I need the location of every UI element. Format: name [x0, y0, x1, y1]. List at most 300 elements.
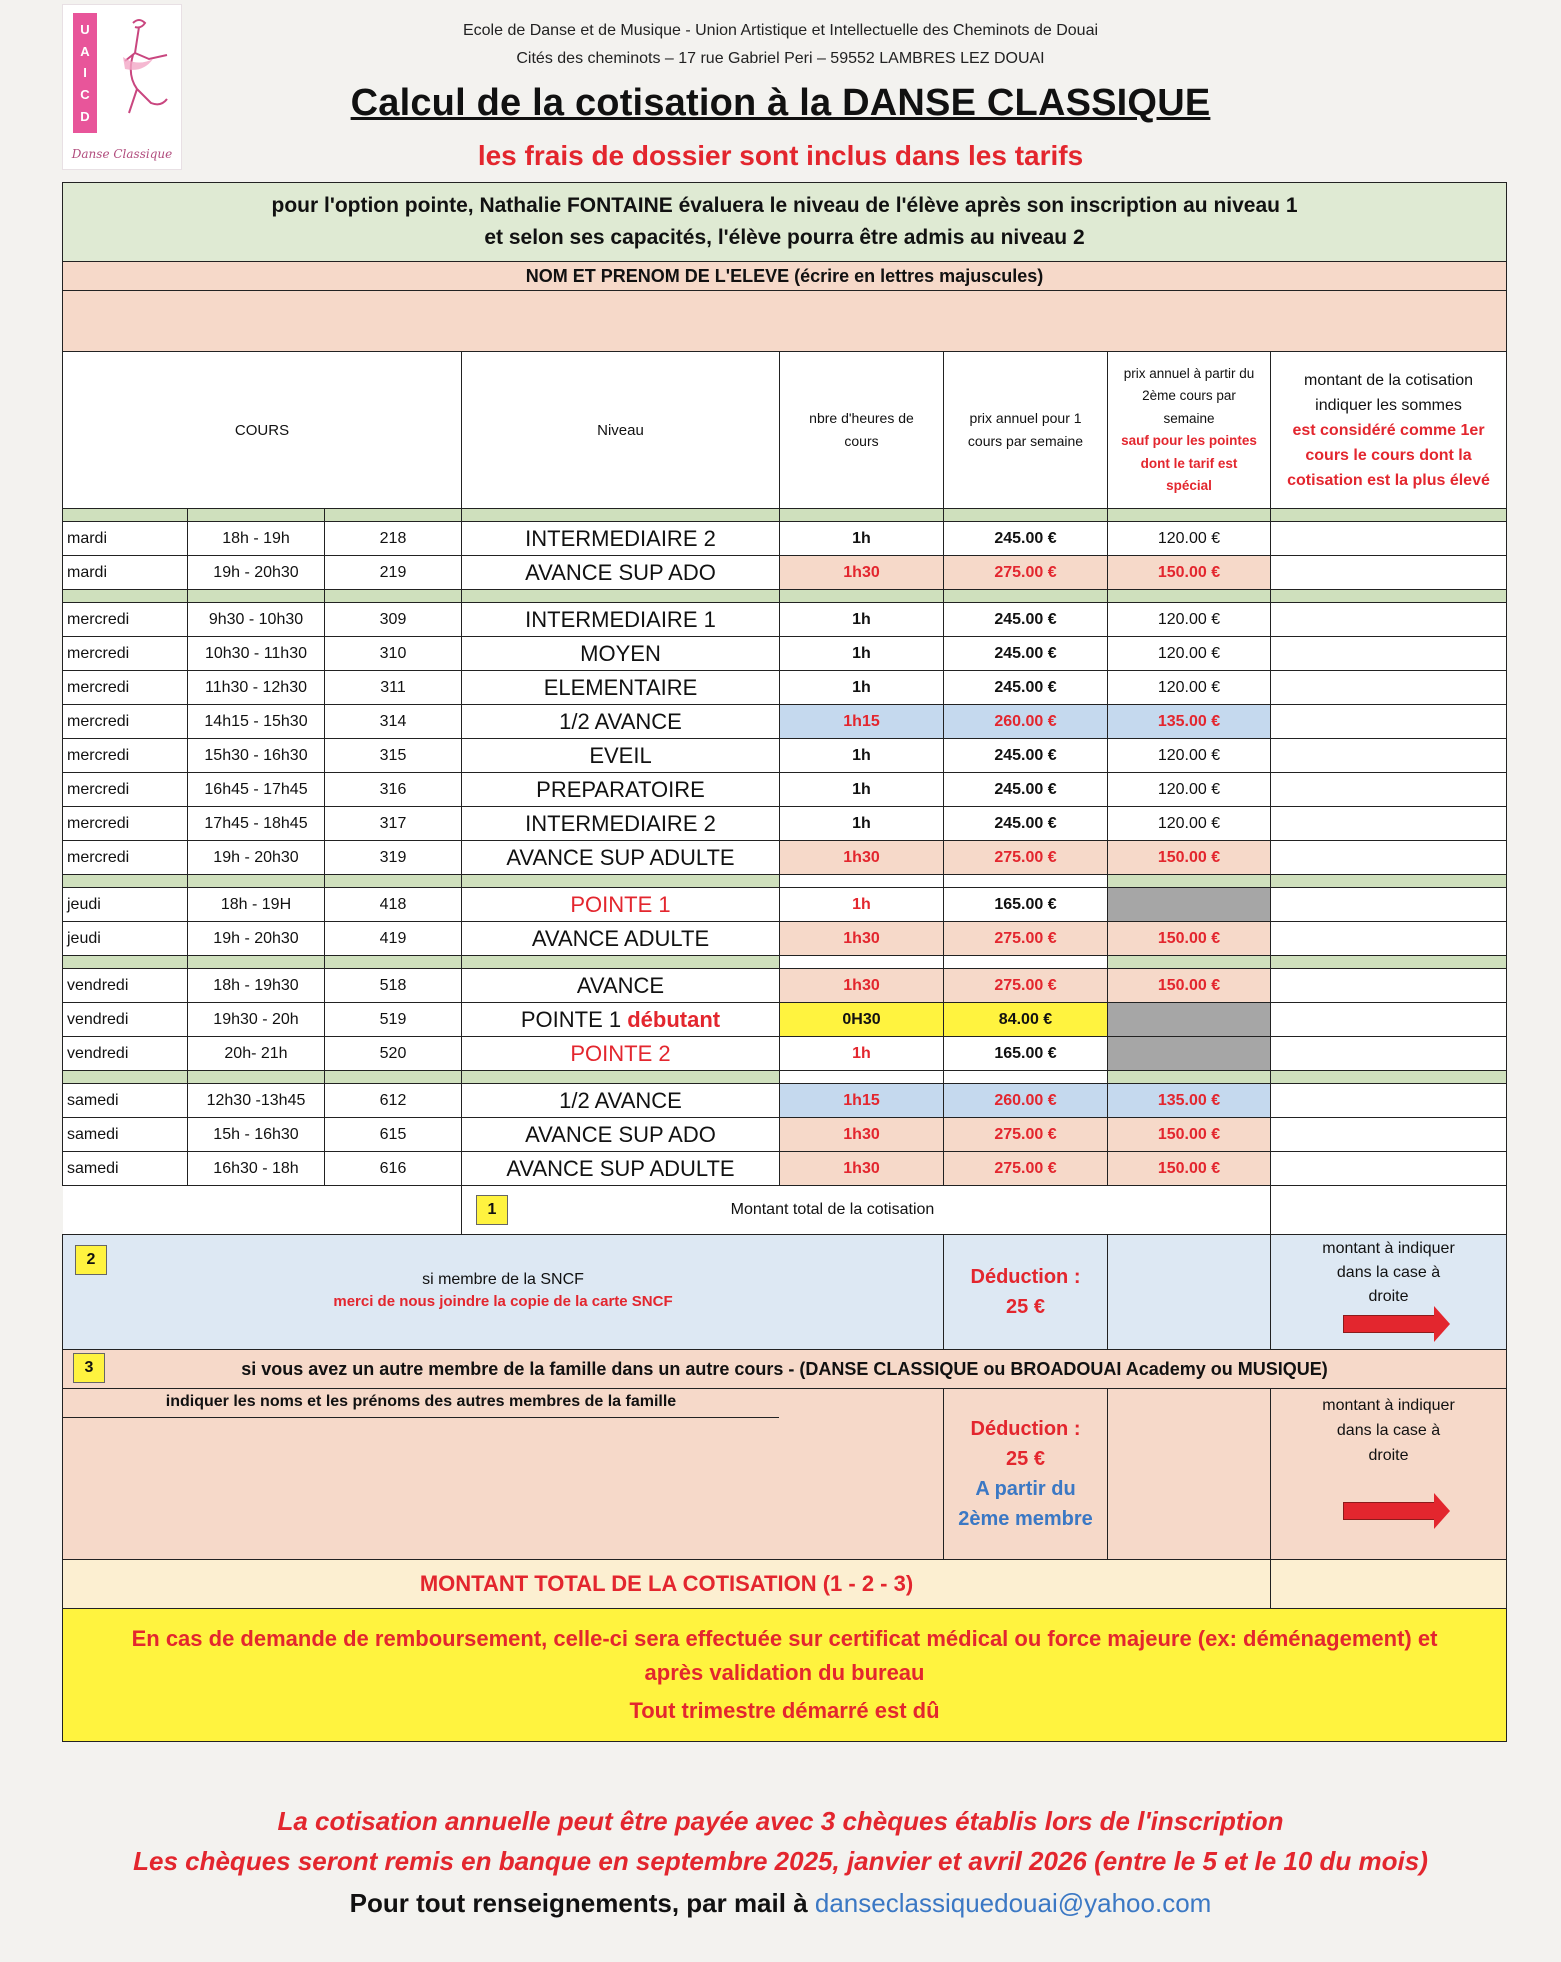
logo-letter: I	[83, 65, 87, 81]
course-amount-field[interactable]	[1271, 522, 1507, 556]
col-prix2-l1: prix annuel à partir du	[1123, 365, 1255, 381]
contact-email-link[interactable]: danseclassiquedouai@yahoo.com	[814, 1888, 1212, 1918]
col-prix1-l1: prix annuel pour 1	[969, 410, 1082, 426]
course-hours: 1h	[780, 637, 944, 671]
course-amount-field[interactable]	[1271, 807, 1507, 841]
course-level	[462, 671, 780, 705]
course-level	[462, 603, 780, 637]
col-montant-note-l2: cours le cours dont la	[1305, 446, 1472, 464]
sncf-line1: si membre de la SNCF	[422, 1271, 584, 1288]
course-level-text: POINTE 2	[570, 1040, 671, 1066]
separator-cell	[1108, 875, 1271, 888]
course-level	[462, 556, 780, 590]
course-price-first: 84.00 €	[944, 1003, 1108, 1037]
footer-line1: La cotisation annuelle peut être payée avec 3 chèques établis lors de l'inscription	[277, 1806, 1284, 1836]
sncf-deduction-value: 25 €	[1006, 1296, 1045, 1318]
course-level-text: AVANCE SUP ADULTE	[506, 1155, 735, 1181]
course-hours: 1h15	[780, 705, 944, 739]
course-price-additional: 120.00 €	[1108, 773, 1271, 807]
course-time: 19h - 20h30	[188, 556, 325, 590]
famille-indicate-cell	[1271, 1389, 1507, 1560]
col-montant-note-l3: cotisation est la plus élevé	[1287, 471, 1490, 489]
course-amount-field[interactable]	[1271, 1084, 1507, 1118]
total1-row	[63, 1186, 1507, 1235]
famille-deduction-label: Déduction :	[970, 1418, 1081, 1440]
course-day: vendredi	[63, 1037, 188, 1071]
separator-cell	[1108, 590, 1271, 603]
grand-total-field[interactable]	[1271, 1560, 1507, 1609]
course-level	[462, 969, 780, 1003]
course-time: 11h30 - 12h30	[188, 671, 325, 705]
course-level-text: INTERMEDIAIRE 2	[525, 525, 716, 551]
course-amount-field[interactable]	[1271, 773, 1507, 807]
course-time: 16h30 - 18h	[188, 1152, 325, 1186]
refund-line1: En cas de demande de remboursement, celle-ci sera effectuée sur certificat médical ou force majeure (ex: déménagement) et	[131, 1626, 1438, 1651]
col-prix1-l2: cours par semaine	[967, 433, 1084, 449]
group-separator	[63, 1071, 1507, 1084]
separator-cell	[63, 956, 188, 969]
course-price-additional: 150.00 €	[1108, 556, 1271, 590]
separator-cell	[462, 956, 780, 969]
col-prix2-note-l2: dont le tarif est	[1140, 455, 1238, 471]
course-day: vendredi	[63, 1003, 188, 1037]
course-code: 520	[325, 1037, 462, 1071]
course-hours: 1h30	[780, 1152, 944, 1186]
course-amount-field[interactable]	[1271, 556, 1507, 590]
footer-line2: Les chèques seront remis en banque en septembre 2025, janvier et avril 2026 (entre le 5 et le 10 du mois)	[133, 1846, 1428, 1876]
famille-deduction-value: 25 €	[1006, 1448, 1045, 1470]
course-hours: 1h30	[780, 841, 944, 875]
separator-cell	[325, 875, 462, 888]
course-code: 612	[325, 1084, 462, 1118]
course-level	[462, 1003, 780, 1037]
course-price-additional: 135.00 €	[1108, 705, 1271, 739]
page-subtitle: les frais de dossier sont inclus dans les tarifs	[477, 140, 1084, 171]
separator-cell	[1271, 509, 1507, 522]
refund-line2: après validation du bureau	[644, 1660, 925, 1685]
logo-letter: A	[80, 43, 90, 59]
col-montant-l1: montant de la cotisation	[1304, 371, 1473, 389]
course-code: 615	[325, 1118, 462, 1152]
course-level-text: 1/2 AVANCE	[559, 708, 682, 734]
course-amount-field[interactable]	[1271, 705, 1507, 739]
course-price-additional: 120.00 €	[1108, 637, 1271, 671]
course-level	[462, 1084, 780, 1118]
col-montant	[1271, 352, 1507, 509]
column-header-row	[63, 352, 1507, 509]
col-prix1	[944, 352, 1108, 509]
course-time: 15h - 16h30	[188, 1118, 325, 1152]
course-day: mercredi	[63, 671, 188, 705]
course-price-additional: 135.00 €	[1108, 1084, 1271, 1118]
separator-cell	[944, 956, 1108, 969]
separator-cell	[325, 956, 462, 969]
group-separator	[63, 590, 1507, 603]
student-label-row	[63, 262, 1507, 291]
course-row	[63, 705, 1507, 739]
course-code: 218	[325, 522, 462, 556]
course-amount-field[interactable]	[1271, 671, 1507, 705]
col-heures	[780, 352, 944, 509]
col-prix2	[1108, 352, 1271, 509]
course-row	[63, 807, 1507, 841]
course-price-first: 245.00 €	[944, 739, 1108, 773]
separator-cell	[188, 875, 325, 888]
sncf-indic-l1: montant à indiquer	[1322, 1240, 1455, 1257]
course-price-additional: 150.00 €	[1108, 922, 1271, 956]
course-hours: 1h	[780, 773, 944, 807]
course-amount-field[interactable]	[1271, 1152, 1507, 1186]
course-level-text: AVANCE SUP ADO	[525, 1121, 716, 1147]
course-time: 12h30 -13h45	[188, 1084, 325, 1118]
footer-line3	[0, 1888, 1561, 1919]
col-cours: COURS	[63, 352, 462, 509]
course-level	[462, 773, 780, 807]
course-level-text: AVANCE ADULTE	[531, 925, 710, 951]
course-row	[63, 603, 1507, 637]
course-hours: 1h	[780, 1037, 944, 1071]
course-row	[63, 522, 1507, 556]
separator-cell	[325, 1071, 462, 1084]
section-1-badge: 1	[476, 1195, 508, 1225]
separator-cell	[1271, 875, 1507, 888]
course-time: 20h- 21h	[188, 1037, 325, 1071]
sncf-blank-cell	[1108, 1235, 1271, 1350]
course-price-additional: 150.00 €	[1108, 1118, 1271, 1152]
course-hours: 1h	[780, 522, 944, 556]
course-level-text: MOYEN	[580, 640, 661, 666]
course-price-additional: 120.00 €	[1108, 739, 1271, 773]
course-price-additional: 120.00 €	[1108, 807, 1271, 841]
refund-row	[63, 1609, 1507, 1742]
course-hours: 1h30	[780, 1118, 944, 1152]
course-time: 18h - 19H	[188, 888, 325, 922]
course-day: mercredi	[63, 739, 188, 773]
course-price-first: 245.00 €	[944, 807, 1108, 841]
course-price-first: 275.00 €	[944, 841, 1108, 875]
famille-line: si vous avez un autre membre de la famille dans un autre cours - (DANSE CLASSIQUE ou BROADOUAI Academy ou MUSIQUE)	[241, 1358, 1328, 1379]
course-hours: 1h15	[780, 1084, 944, 1118]
separator-cell	[63, 1071, 188, 1084]
course-price-first: 275.00 €	[944, 1152, 1108, 1186]
separator-cell	[325, 590, 462, 603]
course-time: 16h45 - 17h45	[188, 773, 325, 807]
course-day: mardi	[63, 522, 188, 556]
course-amount-field[interactable]	[1271, 1118, 1507, 1152]
separator-cell	[944, 1071, 1108, 1084]
course-price-first: 275.00 €	[944, 1118, 1108, 1152]
course-code: 316	[325, 773, 462, 807]
course-level-text: POINTE 1	[520, 1006, 622, 1032]
course-level-suffix: débutant	[627, 1006, 721, 1032]
course-level	[462, 1118, 780, 1152]
separator-cell	[325, 509, 462, 522]
course-level	[462, 705, 780, 739]
course-row	[63, 739, 1507, 773]
course-hours: 1h30	[780, 922, 944, 956]
course-level-text: AVANCE SUP ADULTE	[506, 844, 735, 870]
course-price-first: 165.00 €	[944, 1037, 1108, 1071]
course-hours: 1h	[780, 603, 944, 637]
course-day: mercredi	[63, 841, 188, 875]
separator-cell	[462, 875, 780, 888]
course-price-first: 275.00 €	[944, 556, 1108, 590]
course-row	[63, 637, 1507, 671]
course-level-text: INTERMEDIAIRE 2	[525, 810, 716, 836]
course-row	[63, 1037, 1507, 1071]
course-day: vendredi	[63, 969, 188, 1003]
separator-cell	[780, 956, 944, 969]
course-code: 309	[325, 603, 462, 637]
famille-names-label: indiquer les noms et les prénoms des autres membres de la famille	[63, 1389, 779, 1418]
course-price-additional: 120.00 €	[1108, 603, 1271, 637]
course-price-first: 245.00 €	[944, 671, 1108, 705]
separator-cell	[1271, 590, 1507, 603]
col-prix2-l3: semaine	[1163, 410, 1215, 426]
separator-cell	[188, 1071, 325, 1084]
course-row	[63, 888, 1507, 922]
course-row	[63, 1118, 1507, 1152]
course-day: mercredi	[63, 807, 188, 841]
separator-cell	[944, 875, 1108, 888]
separator-cell	[462, 1071, 780, 1084]
course-time: 9h30 - 10h30	[188, 603, 325, 637]
refund-line3: Tout trimestre démarré est dû	[629, 1698, 940, 1723]
course-time: 17h45 - 18h45	[188, 807, 325, 841]
course-code: 518	[325, 969, 462, 1003]
header-address: Cités des cheminots – 17 rue Gabriel Peri – 59552 LAMBRES LEZ DOUAI	[516, 50, 1045, 67]
course-day: samedi	[63, 1152, 188, 1186]
famille-indic-l1: montant à indiquer	[1322, 1397, 1455, 1414]
course-time: 19h - 20h30	[188, 841, 325, 875]
logo-letter: C	[80, 87, 90, 103]
famille-indic-l3: droite	[1368, 1447, 1409, 1464]
section-2-badge: 2	[75, 1245, 107, 1275]
page-title: Calcul de la cotisation à la DANSE CLASSIQUE	[350, 82, 1211, 124]
course-price-additional	[1108, 1037, 1271, 1071]
course-hours: 0H30	[780, 1003, 944, 1037]
col-prix2-l2: 2ème cours par	[1142, 388, 1236, 403]
course-price-additional: 150.00 €	[1108, 841, 1271, 875]
course-hours: 1h	[780, 739, 944, 773]
course-price-additional: 120.00 €	[1108, 522, 1271, 556]
famille-deduction-from: A partir du	[975, 1478, 1076, 1500]
col-heures-l2: cours	[844, 433, 879, 449]
course-day: mercredi	[63, 637, 188, 671]
course-code: 314	[325, 705, 462, 739]
course-level-text: POINTE 1	[570, 891, 671, 917]
col-niveau: Niveau	[462, 352, 780, 509]
student-input-row	[63, 291, 1507, 352]
grand-total-label: MONTANT TOTAL DE LA COTISATION (1 - 2 - 3)	[63, 1560, 1271, 1609]
course-time: 10h30 - 11h30	[188, 637, 325, 671]
course-row	[63, 969, 1507, 1003]
col-heures-l1: nbre d'heures de	[809, 410, 914, 426]
course-time: 18h - 19h	[188, 522, 325, 556]
section-3-badge: 3	[73, 1353, 105, 1383]
course-day: mercredi	[63, 603, 188, 637]
col-prix2-note-l3: spécial	[1166, 478, 1212, 493]
course-row	[63, 556, 1507, 590]
course-day: jeudi	[63, 888, 188, 922]
course-day: jeudi	[63, 922, 188, 956]
course-price-additional: 150.00 €	[1108, 1152, 1271, 1186]
course-code: 311	[325, 671, 462, 705]
total1-amount-field[interactable]	[1271, 1186, 1507, 1235]
course-level-text: 1/2 AVANCE	[559, 1087, 682, 1113]
col-prix2-note-l1: sauf pour les pointes	[1121, 433, 1257, 448]
separator-cell	[462, 509, 780, 522]
course-level	[462, 922, 780, 956]
course-price-first: 275.00 €	[944, 969, 1108, 1003]
course-row	[63, 1084, 1507, 1118]
separator-cell	[63, 509, 188, 522]
famille-blank-cell	[1108, 1389, 1271, 1560]
course-time: 19h - 20h30	[188, 922, 325, 956]
course-code: 418	[325, 888, 462, 922]
logo-letter: D	[80, 108, 90, 124]
course-row	[63, 1152, 1507, 1186]
course-hours: 1h30	[780, 969, 944, 1003]
course-level-text: INTERMEDIAIRE 1	[525, 606, 716, 632]
course-time: 14h15 - 15h30	[188, 705, 325, 739]
course-price-additional: 150.00 €	[1108, 969, 1271, 1003]
course-code: 315	[325, 739, 462, 773]
group-separator	[63, 956, 1507, 969]
separator-cell	[188, 590, 325, 603]
sncf-indicate-cell	[1271, 1235, 1507, 1350]
sncf-deduction-label: Déduction :	[970, 1266, 1081, 1288]
separator-cell	[1271, 1071, 1507, 1084]
course-price-additional	[1108, 1003, 1271, 1037]
course-hours: 1h30	[780, 556, 944, 590]
course-day: mercredi	[63, 705, 188, 739]
separator-cell	[780, 509, 944, 522]
logo-letter: U	[80, 22, 90, 38]
cotisation-form	[62, 182, 1506, 1742]
arrow-right-icon	[1343, 1315, 1435, 1333]
course-row	[63, 922, 1507, 956]
course-time: 19h30 - 20h	[188, 1003, 325, 1037]
course-time: 18h - 19h30	[188, 969, 325, 1003]
course-amount-field[interactable]	[1271, 1003, 1507, 1037]
course-row	[63, 1003, 1507, 1037]
course-row	[63, 773, 1507, 807]
course-amount-field[interactable]	[1271, 739, 1507, 773]
course-day: mercredi	[63, 773, 188, 807]
course-level	[462, 522, 780, 556]
course-price-first: 245.00 €	[944, 637, 1108, 671]
separator-cell	[1271, 956, 1507, 969]
course-price-first: 245.00 €	[944, 773, 1108, 807]
famille-indic-l2: dans la case à	[1336, 1422, 1441, 1439]
separator-cell	[1108, 1071, 1271, 1084]
total1-label: Montant total de la cotisation	[730, 1201, 935, 1218]
course-level	[462, 807, 780, 841]
course-hours: 1h	[780, 807, 944, 841]
course-code: 519	[325, 1003, 462, 1037]
course-amount-field[interactable]	[1271, 922, 1507, 956]
notice-line2: et selon ses capacités, l'élève pourra être admis au niveau 2	[484, 226, 1085, 249]
course-code: 616	[325, 1152, 462, 1186]
course-level-text: PREPARATOIRE	[536, 776, 705, 802]
course-price-first: 245.00 €	[944, 603, 1108, 637]
course-amount-field[interactable]	[1271, 1037, 1507, 1071]
grand-total-row	[63, 1560, 1507, 1609]
course-price-first: 260.00 €	[944, 705, 1108, 739]
col-montant-l2: indiquer les sommes	[1315, 396, 1462, 414]
separator-cell	[944, 590, 1108, 603]
course-amount-field[interactable]	[1271, 841, 1507, 875]
separator-cell	[1108, 509, 1271, 522]
course-price-additional: 120.00 €	[1108, 671, 1271, 705]
separator-cell	[63, 590, 188, 603]
separator-cell	[944, 509, 1108, 522]
course-amount-field[interactable]	[1271, 603, 1507, 637]
course-level-text: EVEIL	[589, 742, 652, 768]
separator-cell	[462, 590, 780, 603]
course-amount-field[interactable]	[1271, 637, 1507, 671]
course-price-first: 260.00 €	[944, 1084, 1108, 1118]
course-level-text: AVANCE	[576, 972, 665, 998]
group-separator	[63, 875, 1507, 888]
separator-cell	[780, 1071, 944, 1084]
group-separator	[63, 509, 1507, 522]
course-level	[462, 739, 780, 773]
separator-cell	[63, 875, 188, 888]
course-amount-field[interactable]	[1271, 969, 1507, 1003]
famille-title-row	[63, 1350, 1507, 1389]
course-hours: 1h	[780, 888, 944, 922]
course-level-text: ELEMENTAIRE	[543, 674, 698, 700]
course-day: samedi	[63, 1084, 188, 1118]
famille-names-field[interactable]	[63, 1418, 943, 1558]
course-row	[63, 671, 1507, 705]
notice-line1: pour l'option pointe, Nathalie FONTAINE évaluera le niveau de l'élève après son inscription au niveau 1	[271, 194, 1298, 217]
course-hours: 1h	[780, 671, 944, 705]
course-price-first: 165.00 €	[944, 888, 1108, 922]
notice-row	[63, 183, 1507, 262]
course-level	[462, 841, 780, 875]
col-montant-note-l1: est considéré comme 1er	[1292, 421, 1485, 439]
course-day: mardi	[63, 556, 188, 590]
arrow-right-icon	[1343, 1502, 1435, 1520]
sncf-line2: merci de nous joindre la copie de la carte SNCF	[333, 1293, 673, 1310]
student-name-field[interactable]	[63, 291, 1507, 352]
separator-cell	[780, 875, 944, 888]
course-code: 219	[325, 556, 462, 590]
course-day: samedi	[63, 1118, 188, 1152]
course-level	[462, 888, 780, 922]
course-time: 15h30 - 16h30	[188, 739, 325, 773]
course-code: 319	[325, 841, 462, 875]
course-level-text: AVANCE SUP ADO	[525, 559, 716, 585]
logo-script: Danse Classique	[71, 147, 173, 161]
course-amount-field[interactable]	[1271, 888, 1507, 922]
course-level	[462, 637, 780, 671]
course-code: 310	[325, 637, 462, 671]
famille-row	[63, 1389, 1507, 1560]
student-name-label: NOM ET PRENOM DE L'ELEVE (écrire en lettres majuscules)	[63, 262, 1507, 291]
course-price-first: 245.00 €	[944, 522, 1108, 556]
sncf-indic-l3: droite	[1368, 1288, 1409, 1305]
course-row	[63, 841, 1507, 875]
separator-cell	[1108, 956, 1271, 969]
separator-cell	[780, 590, 944, 603]
course-code: 419	[325, 922, 462, 956]
sncf-indic-l2: dans la case à	[1336, 1264, 1441, 1281]
course-price-first: 275.00 €	[944, 922, 1108, 956]
